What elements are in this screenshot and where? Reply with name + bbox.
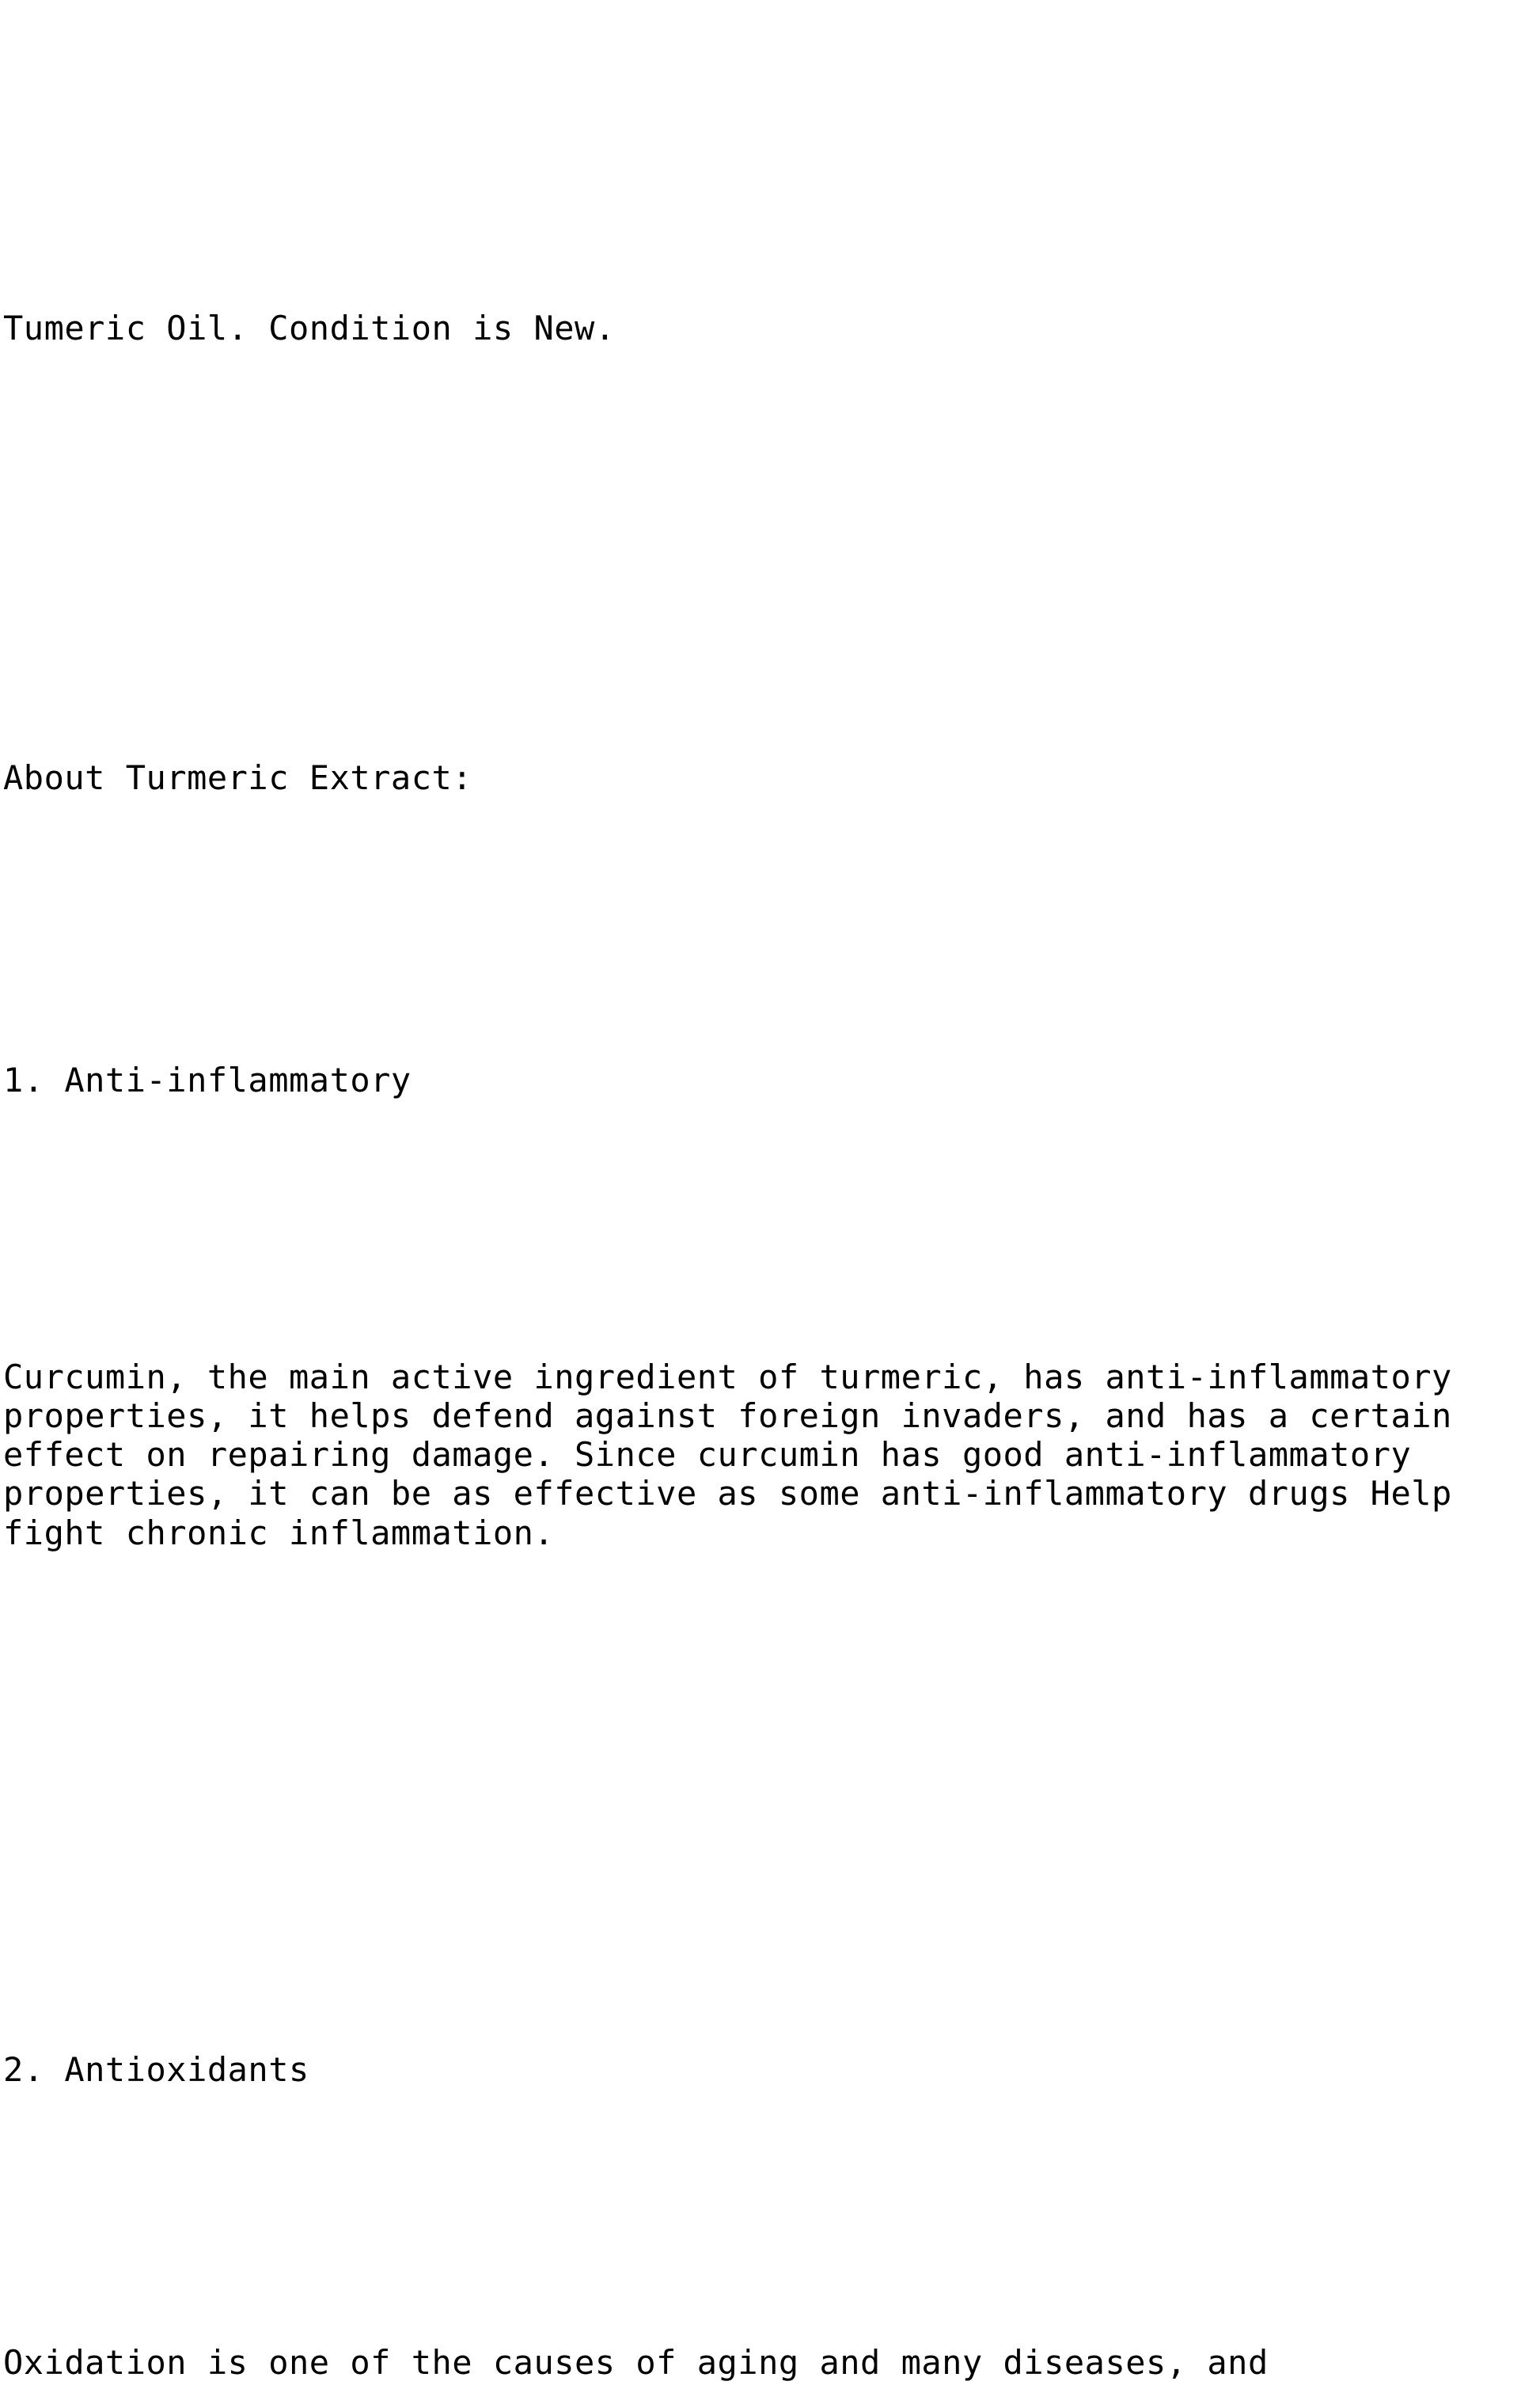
- section-heading-antioxidants: 2. Antioxidants: [3, 2050, 309, 2089]
- section-body-antioxidants: Oxidation is one of the causes of aging and many diseases, and: [3, 2343, 1269, 2382]
- product-condition-line: Tumeric Oil. Condition is New.: [3, 309, 616, 347]
- about-heading: About Turmeric Extract:: [3, 758, 473, 797]
- section-body-anti-inflammatory: Curcumin, the main active ingredient of turmeric, has anti-inflammatory properties, it helps defend against foreign invaders, and has a certain effect on repairing damage. Since curcumin has good anti-inflammatory properties, it can be as effective as some anti-inflammatory drugs Help fight chronic inflammation.: [3, 1358, 1473, 1552]
- section-heading-anti-inflammatory: 1. Anti-inflammatory: [3, 1061, 412, 1099]
